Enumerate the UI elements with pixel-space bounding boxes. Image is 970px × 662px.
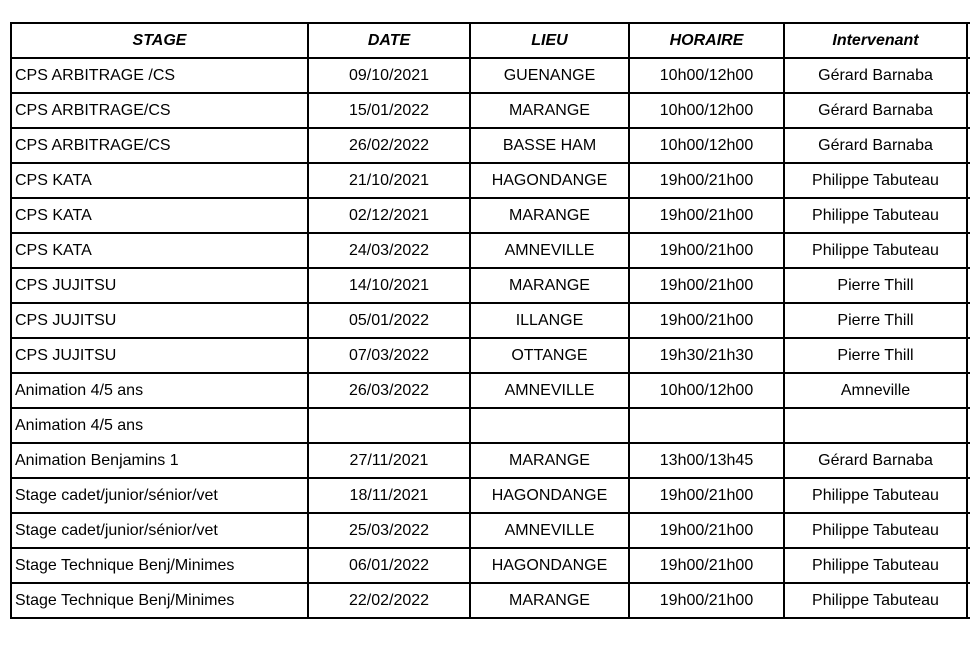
cell-stage: CPS ARBITRAGE /CS	[11, 58, 308, 93]
table-row	[11, 198, 970, 233]
cell-date: 21/10/2021	[308, 163, 470, 198]
cell-horaire: 10h00/12h00	[629, 128, 784, 163]
cell-intervenant: Pierre Thill	[784, 338, 967, 373]
table-row	[11, 128, 970, 163]
cell-horaire: 19h00/21h00	[629, 198, 784, 233]
cell-stage: CPS KATA	[11, 163, 308, 198]
cell-date: 09/10/2021	[308, 58, 470, 93]
cell-lieu: HAGONDANGE	[470, 478, 629, 513]
cell-date: 24/03/2022	[308, 233, 470, 268]
cell-stage: CPS ARBITRAGE/CS	[11, 93, 308, 128]
cell-lieu: HAGONDANGE	[470, 163, 629, 198]
cell-stage: Stage cadet/junior/sénior/vet	[11, 478, 308, 513]
schedule-table	[10, 22, 970, 619]
cell-lieu: MARANGE	[470, 443, 629, 478]
cell-horaire: 19h30/21h30	[629, 338, 784, 373]
cell-lieu: MARANGE	[470, 93, 629, 128]
cell-intervenant: Philippe Tabuteau	[784, 548, 967, 583]
cell-lieu	[470, 408, 629, 443]
table-row	[11, 513, 970, 548]
cell-horaire: 19h00/21h00	[629, 548, 784, 583]
cell-horaire: 13h00/13h45	[629, 443, 784, 478]
cell-date	[308, 408, 470, 443]
cell-intervenant: Pierre Thill	[784, 268, 967, 303]
cell-horaire: 19h00/21h00	[629, 478, 784, 513]
cell-stage: Animation Benjamins 1	[11, 443, 308, 478]
table-row	[11, 408, 970, 443]
cell-horaire: 10h00/12h00	[629, 58, 784, 93]
cell-intervenant: Gérard Barnaba	[784, 58, 967, 93]
table-row	[11, 233, 970, 268]
cell-date: 18/11/2021	[308, 478, 470, 513]
table-row	[11, 303, 970, 338]
cell-lieu: MARANGE	[470, 583, 629, 618]
cell-intervenant: Philippe Tabuteau	[784, 513, 967, 548]
header-horaire: HORAIRE	[629, 23, 784, 58]
cell-intervenant: Philippe Tabuteau	[784, 163, 967, 198]
cell-horaire	[629, 408, 784, 443]
table-row	[11, 58, 970, 93]
cell-horaire: 19h00/21h00	[629, 268, 784, 303]
table-row	[11, 443, 970, 478]
cell-lieu: MARANGE	[470, 198, 629, 233]
cell-intervenant: Philippe Tabuteau	[784, 583, 967, 618]
cell-intervenant: Pierre Thill	[784, 303, 967, 338]
cell-date: 05/01/2022	[308, 303, 470, 338]
cell-stage: Stage Technique Benj/Minimes	[11, 583, 308, 618]
cell-stage: CPS KATA	[11, 233, 308, 268]
cell-date: 25/03/2022	[308, 513, 470, 548]
cell-intervenant	[784, 408, 967, 443]
cell-date: 26/03/2022	[308, 373, 470, 408]
cell-stage: CPS JUJITSU	[11, 303, 308, 338]
cell-stage: CPS JUJITSU	[11, 338, 308, 373]
cell-lieu: GUENANGE	[470, 58, 629, 93]
cell-stage: Stage cadet/junior/sénior/vet	[11, 513, 308, 548]
cell-stage: CPS KATA	[11, 198, 308, 233]
cell-intervenant: Philippe Tabuteau	[784, 478, 967, 513]
table-row	[11, 548, 970, 583]
cell-lieu: AMNEVILLE	[470, 513, 629, 548]
cell-horaire: 10h00/12h00	[629, 373, 784, 408]
cell-date: 27/11/2021	[308, 443, 470, 478]
cell-lieu: AMNEVILLE	[470, 233, 629, 268]
cell-stage: Stage Technique Benj/Minimes	[11, 548, 308, 583]
cell-lieu: BASSE HAM	[470, 128, 629, 163]
header-lieu: LIEU	[470, 23, 629, 58]
cell-date: 15/01/2022	[308, 93, 470, 128]
cell-lieu: MARANGE	[470, 268, 629, 303]
cell-intervenant: Amneville	[784, 373, 967, 408]
table-row	[11, 93, 970, 128]
header-date: DATE	[308, 23, 470, 58]
cell-horaire: 19h00/21h00	[629, 233, 784, 268]
cell-date: 07/03/2022	[308, 338, 470, 373]
cell-date: 02/12/2021	[308, 198, 470, 233]
cell-intervenant: Gérard Barnaba	[784, 93, 967, 128]
cell-stage: Animation 4/5 ans	[11, 408, 308, 443]
cell-date: 14/10/2021	[308, 268, 470, 303]
cell-horaire: 10h00/12h00	[629, 93, 784, 128]
cell-horaire: 19h00/21h00	[629, 303, 784, 338]
cell-intervenant: Philippe Tabuteau	[784, 233, 967, 268]
cell-date: 06/01/2022	[308, 548, 470, 583]
cell-intervenant: Gérard Barnaba	[784, 128, 967, 163]
table-row	[11, 338, 970, 373]
table-row	[11, 163, 970, 198]
cell-horaire: 19h00/21h00	[629, 513, 784, 548]
table-row	[11, 268, 970, 303]
cell-lieu: AMNEVILLE	[470, 373, 629, 408]
table-row	[11, 478, 970, 513]
cell-lieu: HAGONDANGE	[470, 548, 629, 583]
cell-intervenant: Gérard Barnaba	[784, 443, 967, 478]
cell-lieu: ILLANGE	[470, 303, 629, 338]
cell-date: 22/02/2022	[308, 583, 470, 618]
table-row	[11, 583, 970, 618]
cell-date: 26/02/2022	[308, 128, 470, 163]
cell-intervenant: Philippe Tabuteau	[784, 198, 967, 233]
header-intervenant: Intervenant	[784, 23, 967, 58]
cell-stage: CPS JUJITSU	[11, 268, 308, 303]
header-row	[11, 23, 970, 58]
schedule-table-container	[10, 22, 970, 619]
table-body	[11, 58, 970, 618]
cell-horaire: 19h00/21h00	[629, 163, 784, 198]
cell-stage: CPS ARBITRAGE/CS	[11, 128, 308, 163]
table-row	[11, 373, 970, 408]
cell-stage: Animation 4/5 ans	[11, 373, 308, 408]
cell-horaire: 19h00/21h00	[629, 583, 784, 618]
header-stage: STAGE	[11, 23, 308, 58]
cell-lieu: OTTANGE	[470, 338, 629, 373]
